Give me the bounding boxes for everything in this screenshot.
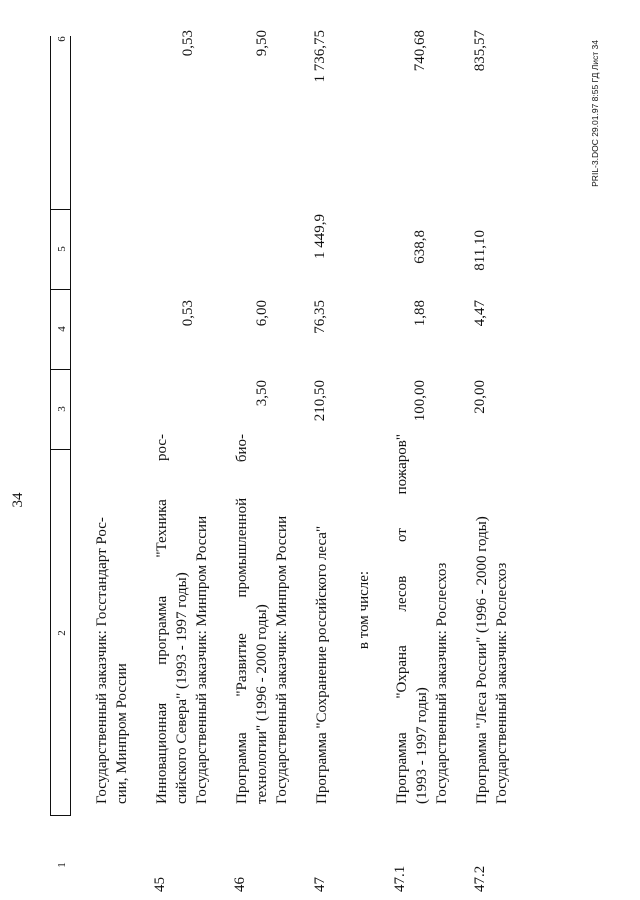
row-45-line-2: сийского Севера" (1993 - 1997 годы)	[174, 572, 190, 804]
row-45-line-1: Инновационная программа "Техника рос-	[154, 434, 170, 804]
intro-customer	[92, 434, 132, 804]
row-45-col6: 0,53	[180, 30, 196, 57]
page-number: 34	[10, 492, 26, 508]
column-number-6: 6	[56, 36, 68, 42]
row-46-line-2: технологии" (1996 - 2000 годы)	[254, 604, 270, 804]
row-47-1-col3: 100,00	[412, 380, 428, 422]
row-46-col3: 3,50	[254, 380, 270, 407]
row-47-2-line-1: Программа "Леса России" (1996 - 2000 годы)	[474, 516, 490, 804]
row-46-col4: 6,00	[254, 300, 270, 327]
row-47-1-col5: 638,8	[412, 230, 428, 264]
row-46-col6: 9,50	[254, 30, 270, 57]
column-number-2: 2	[56, 630, 68, 636]
row-46-description	[232, 434, 292, 804]
col-sep-5	[50, 209, 70, 210]
row-47-1-line-2: (1993 - 1997 годы)	[414, 687, 430, 804]
row-47-number: 47	[312, 877, 328, 892]
header-bottom-rule	[70, 36, 71, 816]
row-47-2-col5: 811,10	[472, 230, 488, 271]
row-45-line-3: Государственный заказчик: Минпром России	[194, 515, 210, 804]
col-sep-2	[50, 449, 70, 450]
row-47-1-number: 47.1	[392, 865, 408, 892]
row-47-2-description	[472, 434, 512, 804]
row-47-2-col6: 835,57	[472, 30, 488, 72]
row-45-description	[152, 434, 212, 804]
intro-line-2: сии, Минпром России	[114, 663, 130, 804]
row-47-2-col3: 20,00	[472, 380, 488, 414]
col-sep-4	[50, 289, 70, 290]
intro-line-1: Государственный заказчик: Госстандарт Рос-	[94, 517, 110, 804]
row-47-col3: 210,50	[312, 380, 328, 422]
column-number-5: 5	[56, 246, 68, 252]
row-47-col6: 1 736,75	[312, 30, 328, 83]
row-45-number: 45	[152, 877, 168, 892]
row-46-line-1: Программа "Развитие промышленной био-	[234, 434, 250, 804]
col-sep-3	[50, 369, 70, 370]
column-number-3: 3	[56, 406, 68, 412]
row-47-1-description	[392, 434, 452, 804]
row-47-2-line-2: Государственный заказчик: Рослесхоз	[494, 562, 510, 804]
column-number-4: 4	[56, 326, 68, 332]
row-45-col4: 0,53	[180, 300, 196, 327]
row-47-1-col6: 740,68	[412, 30, 428, 72]
row-47-1-col4: 1,88	[412, 300, 428, 327]
footer-file-info: PRIL-3.DOC 29.01.97 8:55 ГД Лист 34	[590, 40, 600, 187]
col-sep-1	[50, 815, 70, 816]
row-47-col4: 76,35	[312, 300, 328, 334]
column-number-1: 1	[56, 862, 68, 868]
including-label: в том числе:	[356, 570, 372, 650]
row-46-number: 46	[232, 877, 248, 892]
row-46-line-3: Государственный заказчик: Минпром России	[274, 515, 290, 804]
row-47-1-line-1: Программа "Охрана лесов от пожаров"	[394, 434, 410, 804]
row-47-line-1: Программа "Сохранение российского леса"	[314, 525, 330, 804]
header-top-rule	[50, 36, 51, 816]
row-47-2-number: 47.2	[472, 865, 488, 892]
row-47-2-col4: 4,47	[472, 300, 488, 327]
row-47-1-line-3: Государственный заказчик: Рослесхоз	[434, 562, 450, 804]
row-47-description	[312, 434, 332, 804]
row-47-col5: 1 449,9	[312, 214, 328, 259]
